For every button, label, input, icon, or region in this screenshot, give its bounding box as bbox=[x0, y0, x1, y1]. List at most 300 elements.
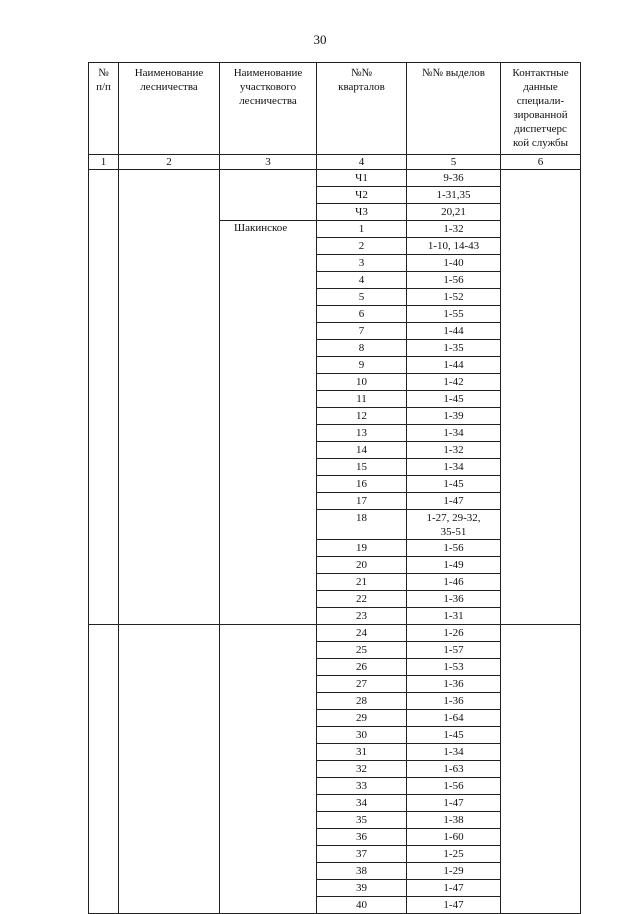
district-forestry-cell bbox=[220, 187, 317, 204]
table-row bbox=[89, 659, 581, 676]
table-row bbox=[89, 642, 581, 659]
header-line: №№ выделов bbox=[422, 67, 485, 79]
district-forestry-cell bbox=[220, 863, 317, 880]
row-number-cell bbox=[89, 238, 119, 255]
district-forestry-cell bbox=[220, 289, 317, 306]
table-row bbox=[89, 863, 581, 880]
dispatch-contact-cell bbox=[501, 204, 581, 221]
forestry-name-cell bbox=[119, 374, 220, 391]
allotment-numbers-cell: 1-53 bbox=[407, 659, 501, 676]
district-forestry-cell: Шакинское bbox=[220, 221, 317, 238]
forestry-name-cell bbox=[119, 323, 220, 340]
district-forestry-cell bbox=[220, 170, 317, 187]
header-line: Контактные bbox=[512, 67, 569, 79]
allotment-numbers-cell: 1-10, 14-43 bbox=[407, 238, 501, 255]
forestry-name-cell bbox=[119, 289, 220, 306]
row-number-cell bbox=[89, 306, 119, 323]
table-row bbox=[89, 880, 581, 897]
dispatch-contact-cell bbox=[501, 744, 581, 761]
quarter-number-cell: 10 bbox=[317, 374, 407, 391]
table-row bbox=[89, 744, 581, 761]
table-row bbox=[89, 778, 581, 795]
table-row bbox=[89, 408, 581, 425]
district-forestry-cell bbox=[220, 408, 317, 425]
district-forestry-cell bbox=[220, 204, 317, 221]
quarter-number-cell: 15 bbox=[317, 459, 407, 476]
row-number-cell bbox=[89, 204, 119, 221]
quarter-number-cell: 17 bbox=[317, 493, 407, 510]
allotment-numbers-cell: 1-42 bbox=[407, 374, 501, 391]
row-number-cell bbox=[89, 540, 119, 557]
district-forestry-cell bbox=[220, 659, 317, 676]
table-row bbox=[89, 442, 581, 459]
district-forestry-cell bbox=[220, 323, 317, 340]
quarter-number-cell: 30 bbox=[317, 727, 407, 744]
allotment-numbers-cell: 1-55 bbox=[407, 306, 501, 323]
column-number: 3 bbox=[220, 155, 317, 170]
table-row bbox=[89, 829, 581, 846]
allotment-numbers-cell: 1-57 bbox=[407, 642, 501, 659]
row-number-cell bbox=[89, 710, 119, 727]
header-line: кой службы bbox=[512, 137, 569, 149]
column-number: 4 bbox=[317, 155, 407, 170]
row-number-cell bbox=[89, 255, 119, 272]
quarter-number-cell: 2 bbox=[317, 238, 407, 255]
quarter-number-cell: 29 bbox=[317, 710, 407, 727]
district-forestry-cell bbox=[220, 557, 317, 574]
allotment-numbers-cell: 1-56 bbox=[407, 272, 501, 289]
dispatch-contact-cell bbox=[501, 625, 581, 642]
dispatch-contact-cell bbox=[501, 459, 581, 476]
row-number-cell bbox=[89, 676, 119, 693]
quarter-number-cell: 24 bbox=[317, 625, 407, 642]
allotment-numbers-cell: 1-31 bbox=[407, 608, 501, 625]
dispatch-contact-cell bbox=[501, 357, 581, 374]
forest-quarters-table bbox=[88, 62, 581, 914]
quarter-number-cell: 37 bbox=[317, 846, 407, 863]
table-row bbox=[89, 846, 581, 863]
forestry-name-cell bbox=[119, 574, 220, 591]
table-row bbox=[89, 289, 581, 306]
forestry-name-cell bbox=[119, 238, 220, 255]
allotment-numbers-cell: 1-47 bbox=[407, 493, 501, 510]
row-number-cell bbox=[89, 391, 119, 408]
dispatch-contact-cell bbox=[501, 323, 581, 340]
table-row bbox=[89, 540, 581, 557]
column-number-row bbox=[89, 155, 581, 170]
district-forestry-cell bbox=[220, 255, 317, 272]
quarter-number-cell: Ч1 bbox=[317, 170, 407, 187]
quarter-number-cell: 13 bbox=[317, 425, 407, 442]
table-row bbox=[89, 693, 581, 710]
district-forestry-cell bbox=[220, 272, 317, 289]
table-row bbox=[89, 761, 581, 778]
forestry-name-cell bbox=[119, 510, 220, 540]
row-number-cell bbox=[89, 510, 119, 540]
row-number-cell bbox=[89, 591, 119, 608]
row-number-cell bbox=[89, 812, 119, 829]
district-forestry-cell bbox=[220, 425, 317, 442]
dispatch-contact-cell bbox=[501, 659, 581, 676]
row-number-cell bbox=[89, 574, 119, 591]
row-number-cell bbox=[89, 289, 119, 306]
quarter-number-cell: 8 bbox=[317, 340, 407, 357]
forestry-name-cell bbox=[119, 170, 220, 187]
dispatch-contact-cell bbox=[501, 846, 581, 863]
forestry-name-cell bbox=[119, 693, 220, 710]
table-row bbox=[89, 476, 581, 493]
allotment-numbers-cell: 1-45 bbox=[407, 727, 501, 744]
dispatch-contact-cell bbox=[501, 221, 581, 238]
header-line: лесничества bbox=[140, 81, 198, 93]
district-forestry-cell bbox=[220, 812, 317, 829]
district-forestry-cell bbox=[220, 693, 317, 710]
forestry-name-cell bbox=[119, 493, 220, 510]
forestry-name-cell bbox=[119, 591, 220, 608]
quarter-number-cell: 14 bbox=[317, 442, 407, 459]
district-forestry-cell bbox=[220, 510, 317, 540]
table-row bbox=[89, 425, 581, 442]
row-number-cell bbox=[89, 493, 119, 510]
district-forestry-cell bbox=[220, 795, 317, 812]
row-number-cell bbox=[89, 829, 119, 846]
page-number: 30 bbox=[313, 32, 327, 47]
table-body bbox=[89, 170, 581, 914]
quarter-number-cell: 12 bbox=[317, 408, 407, 425]
row-number-cell bbox=[89, 897, 119, 914]
allotment-numbers-cell: 1-56 bbox=[407, 778, 501, 795]
district-forestry-cell bbox=[220, 374, 317, 391]
allotment-numbers-cell: 1-45 bbox=[407, 476, 501, 493]
table-row bbox=[89, 608, 581, 625]
forestry-name-cell bbox=[119, 642, 220, 659]
quarter-number-cell: 19 bbox=[317, 540, 407, 557]
quarter-number-cell: 16 bbox=[317, 476, 407, 493]
row-number-cell bbox=[89, 761, 119, 778]
row-number-cell bbox=[89, 880, 119, 897]
forestry-name-cell bbox=[119, 476, 220, 493]
header-line: №№ bbox=[351, 67, 372, 79]
district-forestry-cell bbox=[220, 829, 317, 846]
dispatch-contact-cell bbox=[501, 238, 581, 255]
dispatch-contact-cell bbox=[501, 897, 581, 914]
allotment-numbers-cell: 1-46 bbox=[407, 574, 501, 591]
table-row bbox=[89, 510, 581, 540]
allotment-numbers-cell: 1-63 bbox=[407, 761, 501, 778]
quarter-number-cell: 1 bbox=[317, 221, 407, 238]
table-row bbox=[89, 459, 581, 476]
allotment-numbers-cell: 9-36 bbox=[407, 170, 501, 187]
dispatch-contact-cell bbox=[501, 255, 581, 272]
header-line: зированной bbox=[513, 109, 568, 121]
forestry-name-cell bbox=[119, 795, 220, 812]
row-number-cell bbox=[89, 272, 119, 289]
forestry-name-cell bbox=[119, 459, 220, 476]
allotment-numbers-cell: 1-47 bbox=[407, 897, 501, 914]
district-forestry-cell bbox=[220, 625, 317, 642]
quarter-number-cell: 25 bbox=[317, 642, 407, 659]
header-quarter-numbers bbox=[317, 63, 407, 155]
district-forestry-cell bbox=[220, 710, 317, 727]
row-number-cell bbox=[89, 459, 119, 476]
header-line: № bbox=[98, 67, 109, 79]
district-forestry-cell bbox=[220, 591, 317, 608]
row-number-cell bbox=[89, 863, 119, 880]
quarter-number-cell: 7 bbox=[317, 323, 407, 340]
header-line: п/п bbox=[96, 81, 111, 93]
row-number-cell bbox=[89, 170, 119, 187]
row-number-cell bbox=[89, 425, 119, 442]
forestry-name-cell bbox=[119, 187, 220, 204]
forestry-name-cell bbox=[119, 221, 220, 238]
allotment-numbers-cell: 1-44 bbox=[407, 357, 501, 374]
header-allotment-numbers bbox=[407, 63, 501, 155]
quarter-number-cell: 21 bbox=[317, 574, 407, 591]
forestry-name-cell bbox=[119, 863, 220, 880]
header-line: Наименование bbox=[233, 67, 303, 79]
allotment-numbers-cell: 1-34 bbox=[407, 744, 501, 761]
dispatch-contact-cell bbox=[501, 710, 581, 727]
table-row bbox=[89, 221, 581, 238]
allotment-numbers-cell: 1-29 bbox=[407, 863, 501, 880]
forestry-name-cell bbox=[119, 829, 220, 846]
dispatch-contact-cell bbox=[501, 289, 581, 306]
dispatch-contact-cell bbox=[501, 340, 581, 357]
header-line: кварталов bbox=[338, 81, 385, 93]
quarter-number-cell: 5 bbox=[317, 289, 407, 306]
forestry-name-cell bbox=[119, 880, 220, 897]
dispatch-contact-cell bbox=[501, 880, 581, 897]
district-forestry-cell bbox=[220, 676, 317, 693]
district-forestry-cell bbox=[220, 778, 317, 795]
row-number-cell bbox=[89, 374, 119, 391]
dispatch-contact-cell bbox=[501, 391, 581, 408]
district-forestry-cell bbox=[220, 340, 317, 357]
allotment-numbers-cell: 1-47 bbox=[407, 880, 501, 897]
row-number-cell bbox=[89, 221, 119, 238]
table-row bbox=[89, 170, 581, 187]
row-number-cell bbox=[89, 357, 119, 374]
forestry-name-cell bbox=[119, 255, 220, 272]
forestry-name-cell bbox=[119, 357, 220, 374]
table-row bbox=[89, 710, 581, 727]
table-row bbox=[89, 374, 581, 391]
allotment-numbers-cell: 1-60 bbox=[407, 829, 501, 846]
row-number-cell bbox=[89, 846, 119, 863]
row-number-cell bbox=[89, 557, 119, 574]
quarter-number-cell: 20 bbox=[317, 557, 407, 574]
allotment-numbers-cell: 1-34 bbox=[407, 425, 501, 442]
forestry-name-cell bbox=[119, 442, 220, 459]
dispatch-contact-cell bbox=[501, 812, 581, 829]
district-forestry-cell bbox=[220, 238, 317, 255]
column-number: 2 bbox=[119, 155, 220, 170]
forestry-name-cell bbox=[119, 727, 220, 744]
header-line: Наименование bbox=[134, 67, 204, 79]
row-number-cell bbox=[89, 659, 119, 676]
district-forestry-cell bbox=[220, 880, 317, 897]
district-forestry-cell bbox=[220, 574, 317, 591]
quarter-number-cell: 27 bbox=[317, 676, 407, 693]
forestry-name-cell bbox=[119, 391, 220, 408]
district-forestry-cell bbox=[220, 306, 317, 323]
column-number: 5 bbox=[407, 155, 501, 170]
table-row bbox=[89, 255, 581, 272]
table-row bbox=[89, 727, 581, 744]
row-number-cell bbox=[89, 408, 119, 425]
quarter-number-cell: Ч2 bbox=[317, 187, 407, 204]
table-row bbox=[89, 812, 581, 829]
quarter-number-cell: 39 bbox=[317, 880, 407, 897]
forestry-name-cell bbox=[119, 659, 220, 676]
dispatch-contact-cell bbox=[501, 557, 581, 574]
table-row bbox=[89, 557, 581, 574]
allotment-numbers-cell: 1-52 bbox=[407, 289, 501, 306]
quarter-number-cell: 32 bbox=[317, 761, 407, 778]
dispatch-contact-cell bbox=[501, 778, 581, 795]
dispatch-contact-cell bbox=[501, 676, 581, 693]
district-forestry-cell bbox=[220, 846, 317, 863]
header-line: лесничества bbox=[239, 95, 297, 107]
dispatch-contact-cell bbox=[501, 442, 581, 459]
forestry-name-cell bbox=[119, 744, 220, 761]
table-row bbox=[89, 493, 581, 510]
dispatch-contact-cell bbox=[501, 761, 581, 778]
forestry-name-cell bbox=[119, 625, 220, 642]
header-line: данные bbox=[523, 81, 558, 93]
allotment-numbers-cell: 1-39 bbox=[407, 408, 501, 425]
allotment-numbers-cell: 1-35 bbox=[407, 340, 501, 357]
dispatch-contact-cell bbox=[501, 795, 581, 812]
dispatch-contact-cell bbox=[501, 591, 581, 608]
dispatch-contact-cell bbox=[501, 510, 581, 540]
allotment-numbers-cell: 1-25 bbox=[407, 846, 501, 863]
table-row bbox=[89, 238, 581, 255]
quarter-number-cell: 28 bbox=[317, 693, 407, 710]
allotment-numbers-cell: 1-36 bbox=[407, 676, 501, 693]
row-number-cell bbox=[89, 693, 119, 710]
quarter-number-cell: 34 bbox=[317, 795, 407, 812]
district-forestry-cell bbox=[220, 459, 317, 476]
table-header-row bbox=[89, 63, 581, 155]
forestry-name-cell bbox=[119, 812, 220, 829]
table-row bbox=[89, 204, 581, 221]
quarter-number-cell: 18 bbox=[317, 510, 407, 540]
column-number: 6 bbox=[501, 155, 581, 170]
allotment-numbers-cell: 1-34 bbox=[407, 459, 501, 476]
dispatch-contact-cell bbox=[501, 863, 581, 880]
quarter-number-cell: 11 bbox=[317, 391, 407, 408]
header-district-forestry-name bbox=[220, 63, 317, 155]
dispatch-contact-cell bbox=[501, 374, 581, 391]
header-line: специали- bbox=[516, 95, 565, 107]
dispatch-contact-cell bbox=[501, 425, 581, 442]
quarter-number-cell: 22 bbox=[317, 591, 407, 608]
forestry-name-cell bbox=[119, 408, 220, 425]
row-number-cell bbox=[89, 476, 119, 493]
forestry-name-cell bbox=[119, 204, 220, 221]
quarter-number-cell: 23 bbox=[317, 608, 407, 625]
allotment-numbers-cell: 1-26 bbox=[407, 625, 501, 642]
forestry-name-cell bbox=[119, 608, 220, 625]
district-forestry-cell bbox=[220, 540, 317, 557]
table-row bbox=[89, 591, 581, 608]
forestry-name-cell bbox=[119, 710, 220, 727]
table-row bbox=[89, 897, 581, 914]
forestry-name-cell bbox=[119, 557, 220, 574]
district-forestry-cell bbox=[220, 391, 317, 408]
row-number-cell bbox=[89, 642, 119, 659]
quarter-number-cell: 33 bbox=[317, 778, 407, 795]
district-forestry-cell bbox=[220, 761, 317, 778]
row-number-cell bbox=[89, 608, 119, 625]
dispatch-contact-cell bbox=[501, 272, 581, 289]
allotment-numbers-cell: 1-36 bbox=[407, 693, 501, 710]
row-number-cell bbox=[89, 625, 119, 642]
header-line: участкового bbox=[239, 81, 297, 93]
quarter-number-cell: 26 bbox=[317, 659, 407, 676]
table-row bbox=[89, 357, 581, 374]
forestry-name-cell bbox=[119, 778, 220, 795]
header-row-number bbox=[89, 63, 119, 155]
quarter-number-cell: 6 bbox=[317, 306, 407, 323]
forestry-name-cell bbox=[119, 306, 220, 323]
quarter-number-cell: 35 bbox=[317, 812, 407, 829]
table-row bbox=[89, 676, 581, 693]
district-forestry-cell bbox=[220, 357, 317, 374]
dispatch-contact-cell bbox=[501, 170, 581, 187]
forestry-name-cell bbox=[119, 897, 220, 914]
row-number-cell bbox=[89, 187, 119, 204]
table-row bbox=[89, 625, 581, 642]
allotment-numbers-cell: 1-32 bbox=[407, 442, 501, 459]
district-forestry-cell bbox=[220, 642, 317, 659]
district-forestry-cell bbox=[220, 744, 317, 761]
allotment-numbers-cell: 1-49 bbox=[407, 557, 501, 574]
dispatch-contact-cell bbox=[501, 608, 581, 625]
district-forestry-cell bbox=[220, 493, 317, 510]
header-forestry-name bbox=[119, 63, 220, 155]
table-row bbox=[89, 306, 581, 323]
forestry-name-cell bbox=[119, 425, 220, 442]
dispatch-contact-cell bbox=[501, 540, 581, 557]
dispatch-contact-cell bbox=[501, 574, 581, 591]
allotment-numbers-cell: 1-64 bbox=[407, 710, 501, 727]
table-row bbox=[89, 272, 581, 289]
dispatch-contact-cell bbox=[501, 642, 581, 659]
forestry-name-cell bbox=[119, 540, 220, 557]
district-forestry-cell bbox=[220, 727, 317, 744]
dispatch-contact-cell bbox=[501, 187, 581, 204]
allotment-numbers-cell: 1-44 bbox=[407, 323, 501, 340]
table-row bbox=[89, 187, 581, 204]
row-number-cell bbox=[89, 442, 119, 459]
forestry-name-cell bbox=[119, 846, 220, 863]
row-number-cell bbox=[89, 795, 119, 812]
district-forestry-cell bbox=[220, 476, 317, 493]
allotment-numbers-cell: 1-27, 29-32, 35-51 bbox=[407, 510, 501, 540]
dispatch-contact-cell bbox=[501, 306, 581, 323]
row-number-cell bbox=[89, 744, 119, 761]
row-number-cell bbox=[89, 323, 119, 340]
district-forestry-cell bbox=[220, 442, 317, 459]
dispatch-contact-cell bbox=[501, 493, 581, 510]
header-dispatch-contacts bbox=[501, 63, 581, 155]
quarter-number-cell: 31 bbox=[317, 744, 407, 761]
row-number-cell bbox=[89, 778, 119, 795]
table-row bbox=[89, 323, 581, 340]
forestry-name-cell bbox=[119, 761, 220, 778]
